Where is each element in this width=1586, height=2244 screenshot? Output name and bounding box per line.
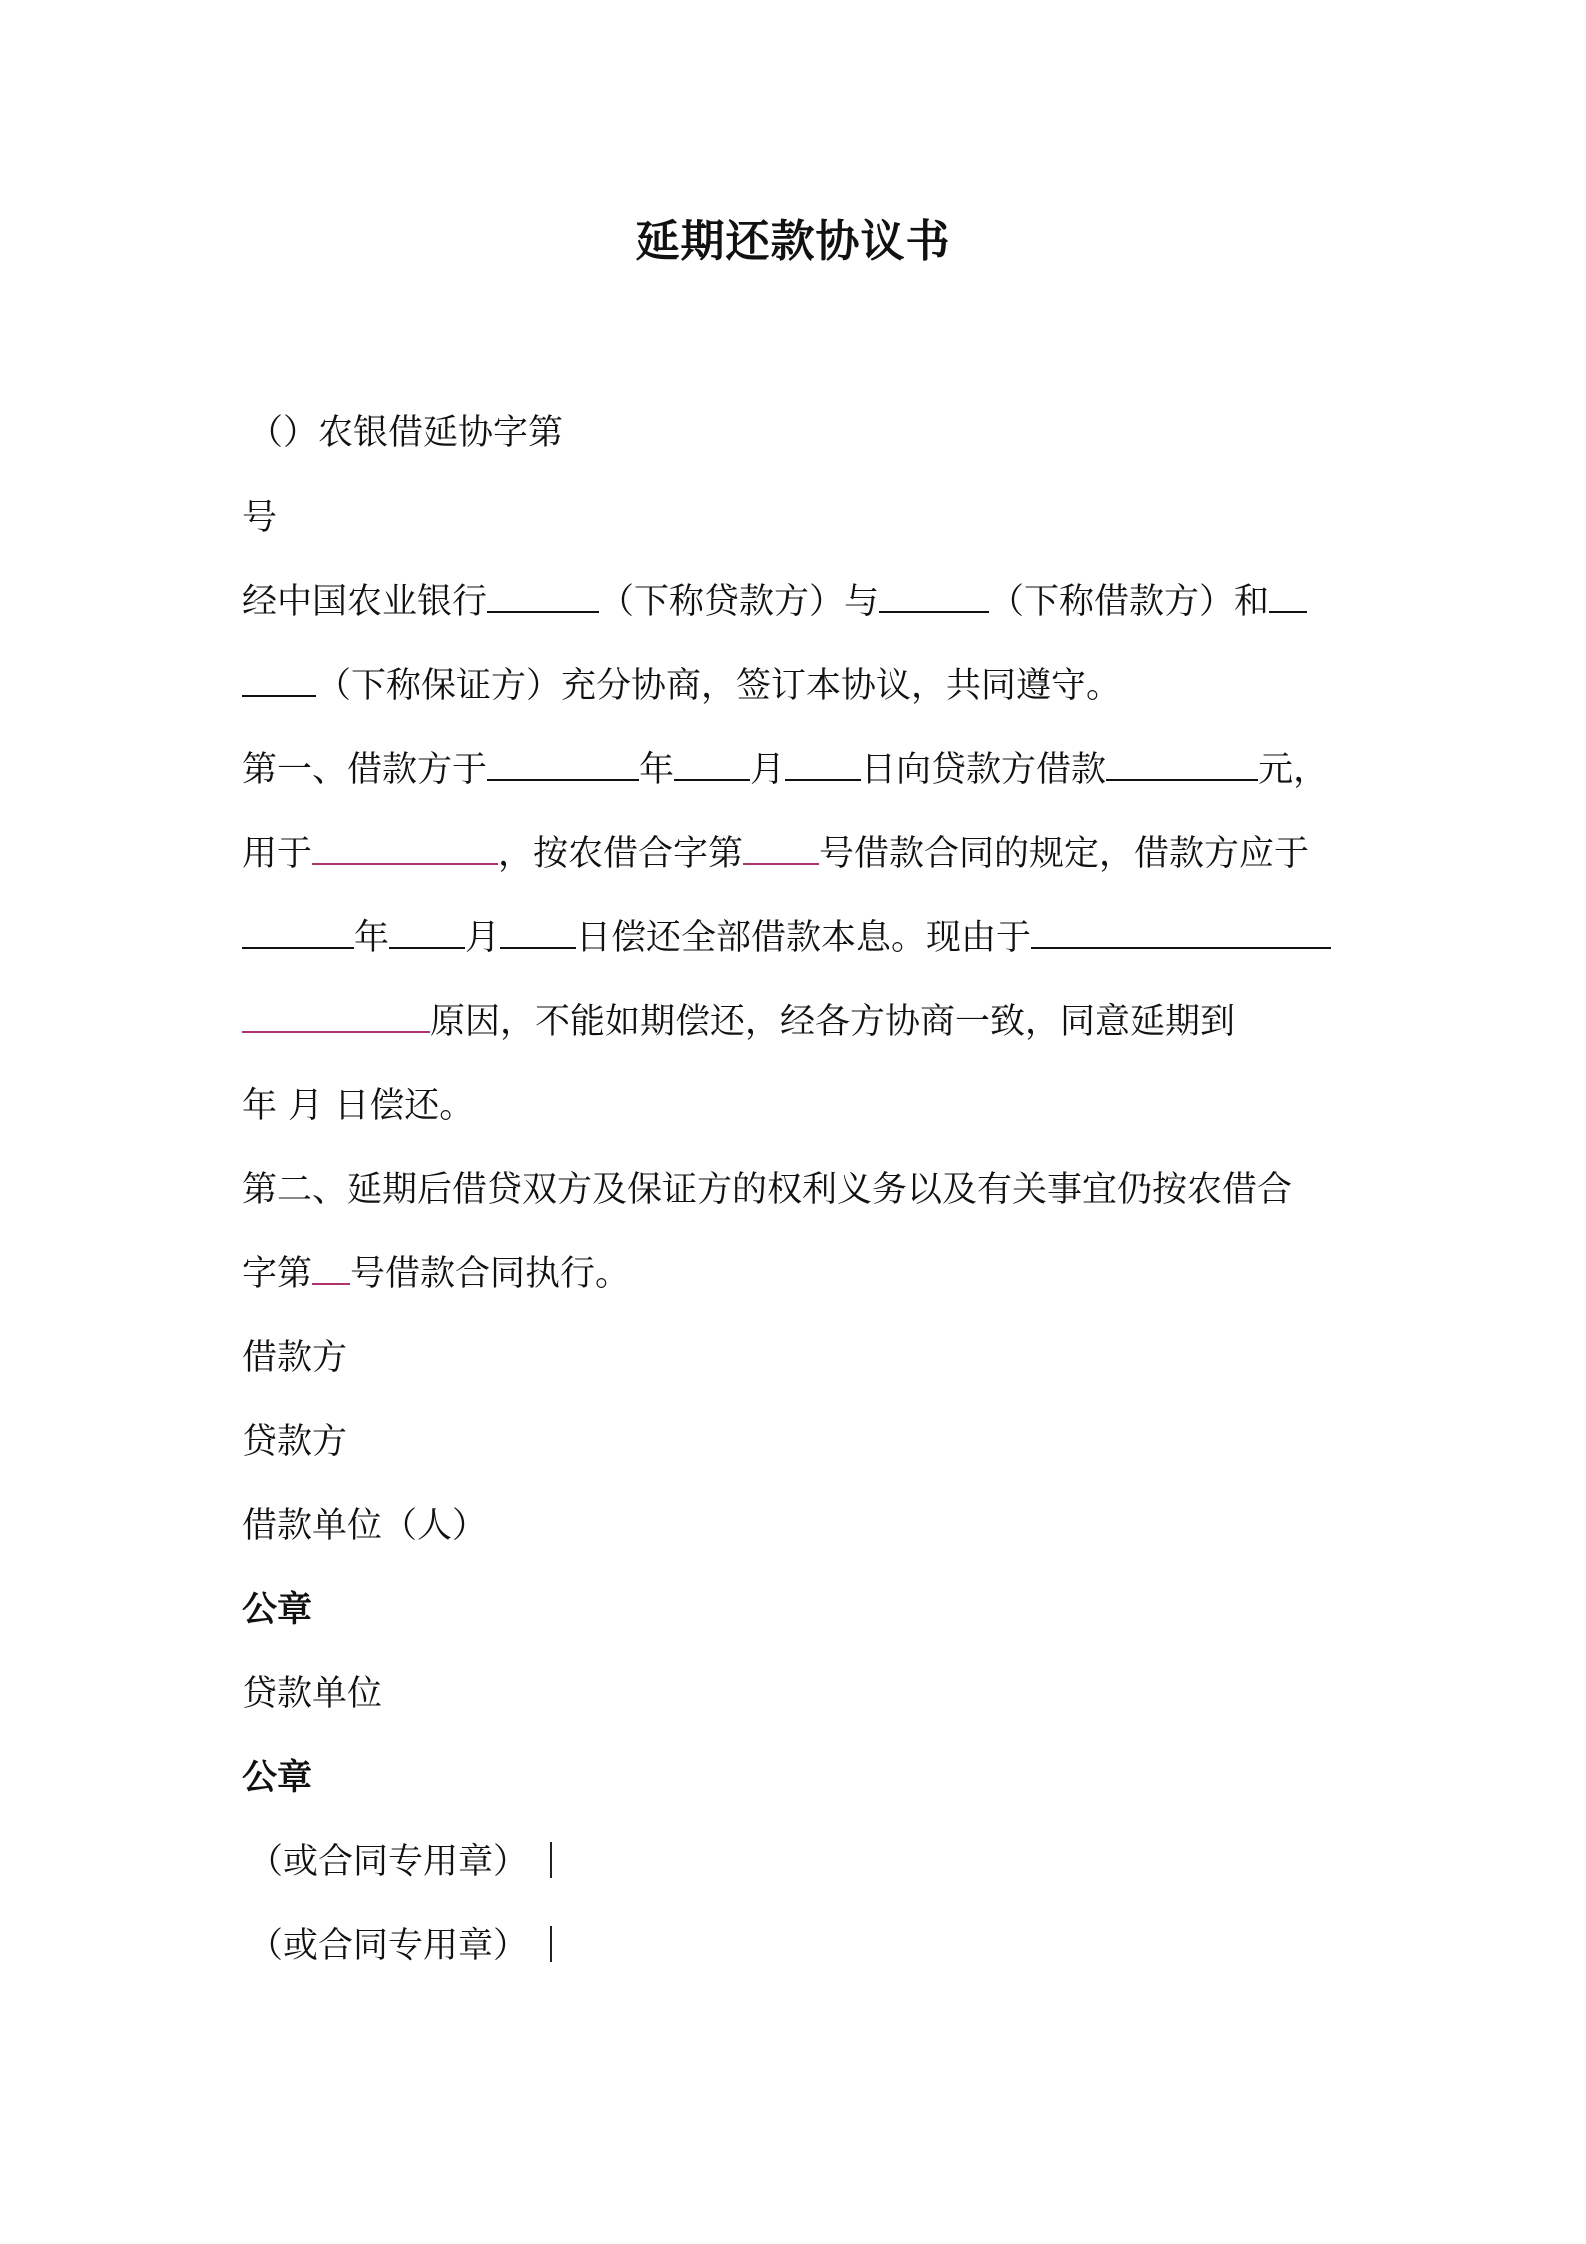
contract-seal-text-1: （或合同专用章） — [248, 1842, 529, 1882]
guarantor-blank-part2[interactable] — [242, 665, 316, 697]
contract-number-blank[interactable] — [743, 833, 819, 865]
reference-number-line — [248, 408, 563, 458]
signature-seal-2: 公章 — [242, 1758, 313, 1798]
contract-seal-line-1 — [248, 1837, 552, 1887]
due-year-blank[interactable] — [242, 917, 354, 949]
text-cursor-1 — [550, 1842, 552, 1878]
contract-seal-text-2: （或合同专用章） — [248, 1926, 529, 1966]
clause1-line-5 — [242, 1081, 474, 1131]
clause2-text-c: 号借款合同执行。 — [350, 1254, 631, 1294]
clause1-text-k: 日偿还全部借款本息。现由于 — [576, 918, 1032, 958]
guarantor-blank-part1[interactable] — [1269, 581, 1307, 613]
clause1-text-c: 月 — [750, 750, 786, 790]
reason-blank-part1[interactable] — [1031, 917, 1331, 949]
clause2-text-b: 字第 — [242, 1254, 313, 1294]
text-cursor-2 — [550, 1926, 552, 1962]
loan-day-blank[interactable] — [785, 749, 861, 781]
clause1-text-j: 月 — [465, 918, 501, 958]
clause1-text-i: 年 — [354, 918, 390, 958]
reason-blank-part2[interactable] — [242, 1001, 430, 1033]
document-title: 延期还款协议书 — [635, 216, 951, 267]
intro-text-1: 经中国农业银行 — [242, 582, 488, 622]
borrower-blank[interactable] — [879, 581, 989, 613]
clause1-text-f: 用于 — [242, 834, 313, 874]
signature-seal-1: 公章 — [242, 1590, 313, 1630]
clause1-line-2 — [242, 829, 1309, 879]
clause2-contract-number-blank[interactable] — [312, 1253, 350, 1285]
clause1-text-g: ，按农借合字第 — [498, 834, 744, 874]
reference-suffix: 号 — [242, 498, 278, 538]
clause1-text-b: 年 — [639, 750, 675, 790]
signature-borrower-unit: 借款单位（人） — [242, 1506, 488, 1546]
signature-lender-unit: 贷款单位 — [242, 1674, 383, 1714]
clause1-text-m: 年 月 日偿还。 — [242, 1086, 475, 1126]
clause1-text-a: 第一、借款方于 — [242, 750, 488, 790]
intro-line-2 — [242, 661, 1121, 711]
clause2-line-1 — [242, 1165, 1292, 1215]
clause1-text-l: 原因，不能如期偿还，经各方协商一致，同意延期到 — [430, 1002, 1236, 1042]
signature-borrower: 借款方 — [242, 1338, 348, 1378]
due-month-blank[interactable] — [389, 917, 465, 949]
contract-seal-line-2 — [248, 1921, 552, 1971]
clause1-line-1 — [242, 745, 1328, 795]
clause1-line-3 — [242, 913, 1331, 963]
loan-purpose-blank[interactable] — [312, 833, 498, 865]
reference-prefix: （）农银借延协字第 — [248, 413, 564, 453]
intro-line-1 — [242, 577, 1307, 627]
due-day-blank[interactable] — [500, 917, 576, 949]
signature-lender: 贷款方 — [242, 1422, 348, 1462]
clause1-text-h: 号借款合同的规定，借款方应于 — [819, 834, 1310, 874]
lender-blank[interactable] — [487, 581, 599, 613]
loan-month-blank[interactable] — [674, 749, 750, 781]
reference-suffix-line — [242, 493, 277, 543]
clause2-text-a: 第二、延期后借贷双方及保证方的权利义务以及有关事宜仍按农借合 — [242, 1170, 1293, 1210]
clause1-text-e: 元， — [1258, 750, 1329, 790]
intro-text-4: （下称保证方）充分协商，签订本协议，共同遵守。 — [316, 666, 1122, 706]
clause1-text-d: 日向贷款方借款 — [861, 750, 1107, 790]
intro-text-3: （下称借款方）和 — [989, 582, 1270, 622]
clause2-line-2 — [242, 1249, 630, 1299]
clause1-line-4 — [242, 997, 1235, 1047]
loan-amount-blank[interactable] — [1106, 749, 1258, 781]
intro-text-2: （下称贷款方）与 — [599, 582, 880, 622]
loan-year-blank[interactable] — [487, 749, 639, 781]
